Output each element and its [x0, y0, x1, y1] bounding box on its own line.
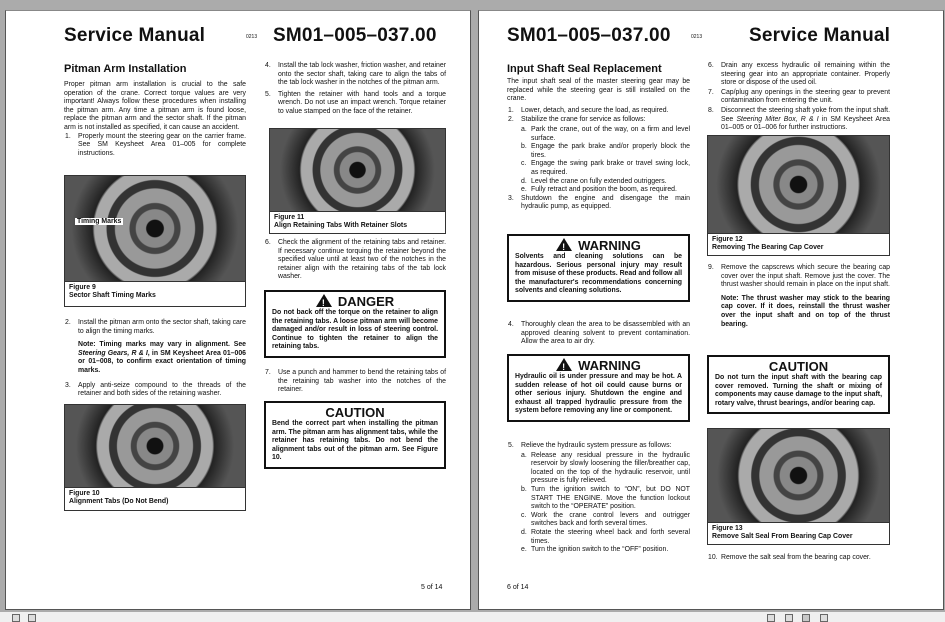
- sector-shaft-photo: [65, 176, 245, 281]
- section-heading: Pitman Arm Installation: [64, 63, 187, 75]
- warning-title: WARNING: [578, 358, 641, 373]
- warning-box-hydraulic: [507, 354, 690, 422]
- left-column: [507, 63, 690, 213]
- step-9: 9. Remove the capscrews which secure the bearing cap cover over the input shaft. Remove just the cover. The thrust washer should remain in place on the input shaft.: [708, 264, 890, 289]
- figure-12: [707, 135, 890, 256]
- step-1: 1. Properly mount the steering gear on the carrier frame. See SM Keysheet Area 01–005 for complete instructions.: [65, 132, 246, 157]
- step-3: 3. Apply anti-seize compound to the threads of the retainer and both sides of the retaining washer.: [65, 381, 246, 398]
- step-6: 6. Check the alignment of the retaining tabs and retainer. If necessary continue torquing the retainer beyond the specified value until at least two of the notches in the retainer align with the retaining tabs of the tab lock washer.: [265, 239, 446, 281]
- danger-text: Do not back off the torque on the retainer to align the retaining tabs. A loose pitman arm will become damaged and/or result in loss of steering control. Continue to tighten the retainer to align the retaining tabs.: [272, 309, 438, 351]
- step-8: 8. Disconnect the steering shaft yoke from the input shaft. See Steering Miter Box, R & I in SM Keysheet Area 01–005 or 01–006 for further instructions.: [708, 106, 890, 132]
- step-1: 1. Lower, detach, and secure the load, as required.: [508, 106, 669, 114]
- figure-13: [707, 428, 890, 545]
- substep: b. Turn the ignition switch to “ON”, but DO NOT START THE ENGINE. Move the function lockout switch to the “OPERATE” position.: [521, 485, 690, 511]
- step-4: 4. Thoroughly clean the area to be disassembled with an approved cleaning solvent to prevent contamination. Allow the area to air dry.: [508, 321, 690, 346]
- manual-title: Service Manual: [749, 25, 891, 46]
- caution-title: CAUTION: [768, 359, 829, 374]
- figure-caption: Remove Salt Seal From Bearing Cap Cover: [712, 533, 853, 540]
- figure-number: Figure 10: [69, 490, 100, 497]
- left-page: [5, 10, 471, 610]
- warning-triangle-icon: [316, 294, 332, 307]
- step-10: 10. Remove the salt seal from the bearing cap cover.: [708, 554, 871, 561]
- document-id: SM01–005–037.00: [507, 25, 671, 46]
- figure-10: [64, 404, 246, 511]
- figure-caption: Sector Shaft Timing Marks: [69, 292, 156, 299]
- step-5: 5. Tighten the retainer with hand tools and a torque wrench. Do not use an impact wrench. Torque retainer to value stamped on the face of the retainer.: [265, 90, 446, 115]
- caution-box: [707, 355, 890, 414]
- substep: d. Level the crane on fully extended outriggers.: [521, 177, 667, 185]
- substep: c. Work the crane control levers and outrigger switches back and forth several times.: [521, 511, 690, 528]
- figure-9: [64, 175, 246, 307]
- right-column: [264, 62, 446, 118]
- bearing-cap-photo: [708, 136, 889, 233]
- salt-seal-photo: [708, 429, 889, 522]
- warning-triangle-icon: [556, 358, 572, 371]
- note: Note: The thrust washer may stick to the bearing cap cover. If it does, reinstall the thrust washer over the input shaft and on top of the thrust bearing.: [721, 294, 890, 328]
- substep: a. Park the crane, out of the way, on a firm and level surface.: [521, 125, 690, 142]
- right-page: [478, 10, 944, 610]
- step-5: 5. Relieve the hydraulic system pressure as follows:: [508, 442, 672, 449]
- step-4: 4. Install the tab lock washer, friction washer, and retainer onto the sector shaft, taking care to align the tabs of the tab lock washer in the notches of the pitman arm.: [265, 62, 446, 87]
- caution-text: Bend the correct part when installing the pitman arm. The pitman arm has alignment tabs, while the retainer has retaining tabs. Do not bend the alignment tabs out of the pitman arm. See Figure 10.: [272, 420, 438, 462]
- two-page-view-icon[interactable]: [802, 614, 810, 622]
- step-6: 6. Drain any excess hydraulic oil remaining within the steering gear into an appropriate container. Properly store or dispose of the used oil.: [708, 62, 890, 87]
- step-7: 7. Cap/plug any openings in the steering gear to prevent contamination from entering the unit.: [708, 88, 890, 105]
- thumbnail-icon[interactable]: [12, 614, 20, 622]
- page-number: 5 of 14: [421, 584, 443, 591]
- caution-title: CAUTION: [325, 405, 385, 420]
- warning-triangle-icon: [556, 238, 572, 251]
- danger-title: DANGER: [337, 294, 395, 309]
- figure-number: Figure 9: [69, 284, 96, 291]
- danger-box: [264, 290, 446, 358]
- two-page-continuous-icon[interactable]: [820, 614, 828, 622]
- substep: c. Engage the swing park brake or travel swing lock, as required.: [521, 160, 690, 176]
- note: Note: Timing marks may vary in alignment. See Steering Gears, R & I, in SM Keysheet Area 01–006 or 01–008, to confirm exact orientation of timing marks.: [78, 341, 246, 374]
- caution-text: Do not turn the input shaft with the bearing cap cover removed. Turning the shaft or mixing of components may cause damage to the input shaft, rotary valve, thrust bearings, and/or bearing cap.: [715, 374, 882, 407]
- figure-number: Figure 12: [712, 236, 743, 243]
- section-heading: Input Shaft Seal Replacement: [507, 63, 662, 75]
- step-2: 2. Stabilize the crane for service as follows:: [508, 116, 646, 124]
- figure-number: Figure 11: [274, 214, 305, 221]
- warning-text: Solvents and cleaning solutions can be hazardous. Serious personal injury may result from misuse of these products. Read and follow all the manufacturer's recommendations concerning solvents and cleaning solutions.: [515, 253, 682, 295]
- figure-11: [269, 128, 446, 234]
- warning-text: Hydraulic oil is under pressure and may be hot. A sudden release of hot oil could cause burns or other serious injury. Shutdown the engine and exhaust all trapped hydraulic pressure from the system before removing any line or component.: [515, 373, 682, 415]
- single-page-view-icon[interactable]: [767, 614, 775, 622]
- revision-code: 0213: [246, 34, 258, 40]
- left-column: [64, 63, 246, 159]
- figure-caption: Removing The Bearing Cap Cover: [712, 244, 824, 251]
- warning-box-solvents: [507, 234, 690, 302]
- warning-title: WARNING: [578, 238, 641, 253]
- right-column: [707, 62, 890, 134]
- figure-caption: Alignment Tabs (Do Not Bend): [69, 498, 169, 505]
- revision-code: 0213: [691, 34, 703, 40]
- step-3: 3. Shutdown the engine and disengage the main hydraulic pump, as equipped.: [508, 194, 690, 211]
- substep: e. Fully retract and position the boom, as required.: [521, 186, 677, 194]
- substep: b. Engage the park brake and/or properly block the tires.: [521, 143, 690, 159]
- retainer-photo: [270, 129, 445, 211]
- caution-box: [264, 401, 446, 469]
- intro-paragraph: The input shaft seal of the master steering gear may be replaced while the steering gear is still installed on the crane.: [507, 78, 690, 103]
- figure-caption: Align Retaining Tabs With Retainer Slots: [274, 222, 408, 229]
- alignment-tabs-photo: [65, 405, 245, 487]
- continuous-view-icon[interactable]: [785, 614, 793, 622]
- bookmark-icon[interactable]: [28, 614, 36, 622]
- document-id: SM01–005–037.00: [273, 25, 437, 46]
- substep: a. Release any residual pressure in the hydraulic reservoir by slowly loosening the filler/breather cap, located on the top of the hydraulic reservoir, until pressure is fully relieved.: [521, 451, 690, 485]
- manual-title: Service Manual: [64, 25, 206, 46]
- substep: e. Turn the ignition switch to the “OFF” position.: [521, 546, 669, 554]
- intro-paragraph: Proper pitman arm installation is crucial to the safe operation of the crane. Correct torque values are very important! Always follow these procedures when installing the pitman arm. Any time a pitman arm is found loose, replace the pitman arm and the sector shaft. If the pitman arm is not installed as specified, it can cause an accident.: [64, 81, 246, 131]
- figure-number: Figure 13: [712, 525, 743, 532]
- substep: d. Rotate the steering wheel back and forth several times.: [521, 528, 690, 545]
- step-7: 7. Use a punch and hammer to bend the retaining tabs of the retaining tab washer into the notches of the retainer.: [265, 369, 446, 394]
- timing-marks-label: Timing Marks: [77, 218, 122, 225]
- step-2: 2. Install the pitman arm onto the sector shaft, taking care to align the timing marks.: [65, 319, 246, 335]
- page-number: 6 of 14: [507, 584, 529, 591]
